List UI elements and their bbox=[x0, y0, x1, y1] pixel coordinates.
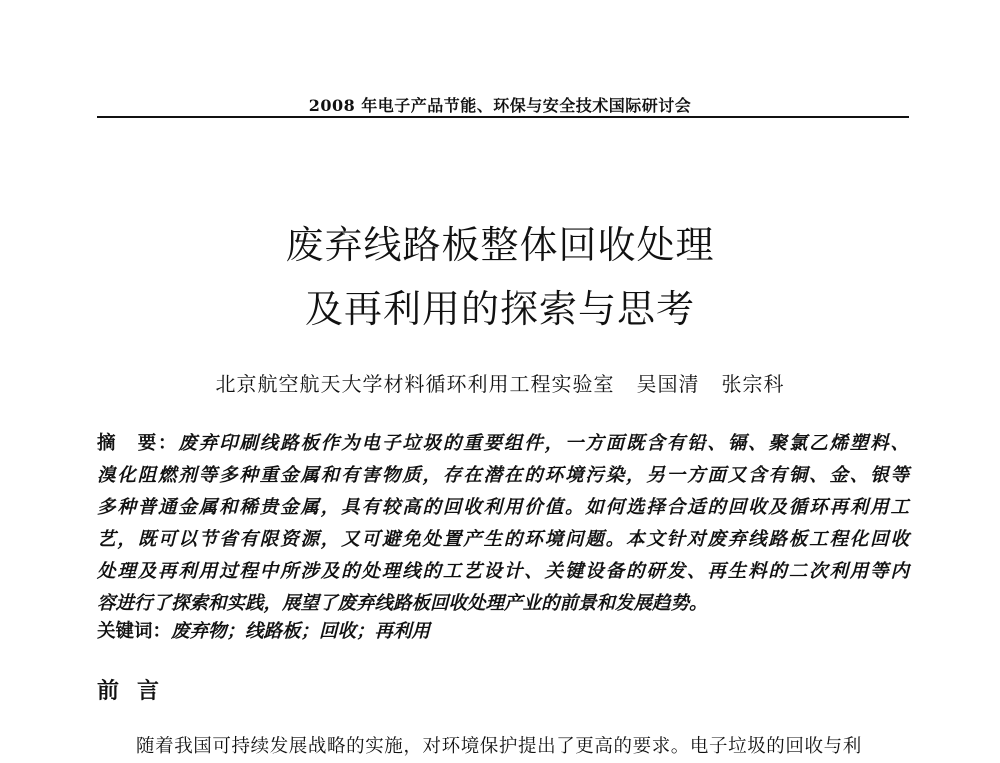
abstract-line: 容进行了探索和实践，展望了废弃线路板回收处理产业的前景和发展趋势。 bbox=[97, 593, 708, 614]
keywords-label: 关键词： bbox=[97, 621, 172, 642]
body-paragraph: 随着我国可持续发展战略的实施，对环境保护提出了更高的要求。电子垃圾的回收与利 bbox=[136, 736, 862, 757]
institution: 北京航空航天大学材料循环利用工程实验室 bbox=[215, 372, 615, 396]
section-heading: 前言 bbox=[97, 678, 178, 704]
abstract-line: 溴化阻燃剂等多种重金属和有害物质，存在潜在的环境污染，另一方面又含有铜、金、银等 bbox=[97, 465, 909, 486]
running-header: 2008 年电子产品节能、环保与安全技术国际研讨会 bbox=[308, 96, 692, 115]
abstract-line: 处理及再利用过程中所涉及的处理线的工艺设计、关键设备的研发、再生料的二次利用等内 bbox=[97, 561, 909, 582]
abstract-line: 艺，既可以节省有限资源，又可避免处置产生的环境问题。本文针对废弃线路板工程化回收 bbox=[97, 529, 909, 550]
author-name: 张宗科 bbox=[721, 372, 785, 396]
paper-title-line-2: 及再利用的探索与思考 bbox=[304, 287, 695, 331]
paper-title-line-1: 废弃线路板整体回收处理 bbox=[285, 223, 715, 267]
abstract bbox=[97, 428, 909, 620]
abstract-line: 多种普通金属和稀贵金属，具有较高的回收利用价值。如何选择合适的回收及循环再利用工 bbox=[97, 497, 909, 518]
abstract-label: 摘 要： bbox=[97, 433, 179, 454]
abstract-line: 摘 要：废弃印刷线路板作为电子垃圾的重要组件，一方面既含有铅、镉、聚氯乙烯塑料、 bbox=[97, 433, 909, 454]
author-affiliation bbox=[0, 368, 1000, 397]
header-rule bbox=[97, 116, 909, 118]
author-name: 吴国清 bbox=[636, 372, 700, 396]
keywords-values: 废弃物；线路板；回收；再利用 bbox=[171, 621, 431, 642]
keywords bbox=[97, 616, 909, 648]
